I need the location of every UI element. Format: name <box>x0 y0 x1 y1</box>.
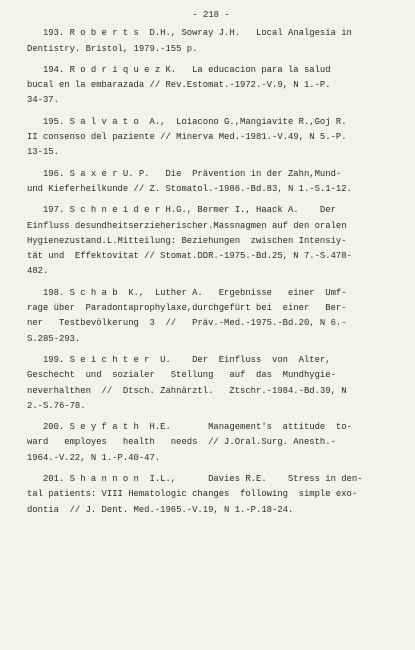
entry-line: tal patients: VIII Hematologic changes following simple exo- <box>27 489 358 500</box>
entry-line: Geschecht und sozialer Stellung auf das Mundhygie- <box>27 370 336 381</box>
entry-line: 482. <box>27 266 49 277</box>
entry-line: S.285-293. <box>27 333 81 344</box>
bibliography-entry <box>27 203 389 279</box>
bibliography-entry <box>27 63 389 109</box>
bibliography-entry <box>27 26 389 57</box>
entry-line: 199. S e i c h t e r U. Der Einfluss von Alter, <box>27 354 331 365</box>
bibliography-entry <box>27 115 389 161</box>
entry-line: neverhalthen // Dtsch. Zahnärztl. Ztschr.-1984.-Bd.39, N <box>27 385 347 396</box>
entry-line: und Kieferheilkunde // Z. Stomatol.-1986.-Bd.83, N 1.-S.1-12. <box>27 183 352 194</box>
entry-line: rage über Paradontaprophylaxe,durchgefürt bei einer Ber- <box>27 303 347 314</box>
bibliography-entry <box>27 420 389 466</box>
entry-line: 34-37. <box>27 95 59 106</box>
entry-line: 193. R o b e r t s D.H., Sowray J.H. Local Analgesia in <box>27 28 352 39</box>
entry-line: Einfluss desundheitserzieherischer.Massnagmen auf den oralen <box>27 220 347 231</box>
entry-line: II consenso del paziente // Minerva Med.-1981.-V.49, N 5.-P. <box>27 132 347 143</box>
entry-line: tät und Effektovitat // Stomat.DDR.-1975.-Bd.25, N 7.-S.478- <box>27 251 352 262</box>
entry-line: dontia // J. Dent. Med.-1965.-V.19, N 1.-P.18-24. <box>27 504 294 515</box>
entry-line: bucal en la embarazada // Rev.Estomat.-1972.-V.9, N 1.-P. <box>27 80 331 91</box>
bibliography-entry <box>27 472 389 518</box>
entry-line: 13-15. <box>27 147 59 158</box>
bibliography-entry <box>27 167 389 198</box>
entry-line: ner Testbevölkerung 3 // Präv.-Med.-1975.-Bd.20, N 6.- <box>27 318 347 329</box>
entry-line: 201. S h a n n o n I.L., Davies R.E. Stress in den- <box>27 474 363 485</box>
entry-line: 195. S a l v a t o A., Loiacono G.,Mangiavite R.,Goj R. <box>27 116 347 127</box>
bibliography-entry <box>27 353 389 414</box>
entry-line: Dentistry. Bristol, 1979.-155 p. <box>27 43 198 54</box>
bibliography-entry <box>27 286 389 347</box>
entry-line: 2.-S.76-78. <box>27 400 86 411</box>
entry-line: 200. S e y f a t h H.E. Management's attitude to- <box>27 422 352 433</box>
entry-line: Hygienezustand.L.Mitteilung: Beziehungen zwischen Intensiy- <box>27 235 347 246</box>
bibliography-list <box>27 26 389 518</box>
entry-line: 1964.-V.22, N 1.-P.40-47. <box>27 452 161 463</box>
page-number: - 218 - <box>192 10 230 20</box>
entry-line: 197. S c h n e i d e r H.G., Bermer I., Haack A. Der <box>27 205 336 216</box>
entry-line: ward employes health needs // J.Oral.Surg. Anesth.- <box>27 437 336 448</box>
entry-line: 194. R o d r i q u e z K. La educacion para la salud <box>27 64 331 75</box>
entry-line: 196. S a x e r U. P. Die Prävention in der Zahn,Mund- <box>27 168 342 179</box>
entry-line: 198. S c h a b K., Luther A. Ergebnisse einer Umf- <box>27 287 347 298</box>
